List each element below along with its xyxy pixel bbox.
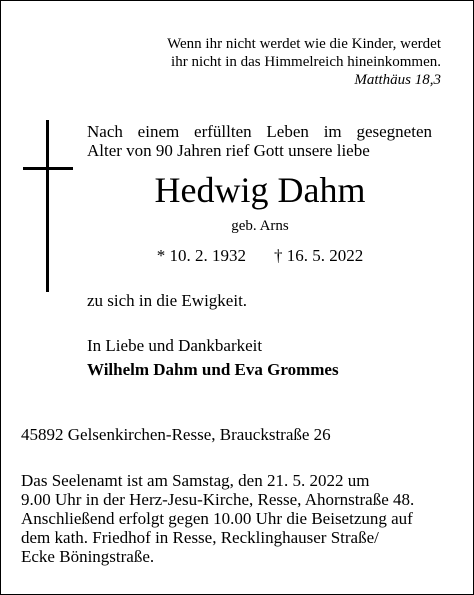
- death-date: † 16. 5. 2022: [274, 246, 364, 265]
- service-line-1: Das Seelenamt ist am Samstag, den 21. 5. 2022 um: [21, 471, 370, 490]
- service-line-3: Anschließend erfolgt gegen 10.00 Uhr die Beisetzung auf: [21, 509, 413, 528]
- quote-line-2: ihr nicht in das Himmelreich hineinkommen.: [171, 54, 441, 70]
- intro-line-2: Alter von 90 Jahren rief Gott unsere liebe: [87, 141, 370, 160]
- mourners-intro: In Liebe und Dankbarkeit: [87, 336, 263, 355]
- birth-date: * 10. 2. 1932: [156, 246, 246, 265]
- service-line-2: 9.00 Uhr in der Herz-Jesu-Kirche, Resse, Ahornstraße 48.: [21, 490, 415, 509]
- service-info: [21, 471, 461, 566]
- service-line-5: Ecke Böningstraße.: [21, 547, 155, 566]
- cross-vertical-bar: [46, 120, 49, 292]
- family-address: 45892 Gelsenkirchen-Resse, Brauckstraße 26: [21, 425, 331, 444]
- quote-source: Matthäus 18,3: [354, 72, 441, 88]
- cross-horizontal-bar: [23, 167, 73, 170]
- intro-line-1: Nach einem erfüllten Leben im gesegneten: [87, 122, 432, 141]
- intro-text: [87, 122, 432, 160]
- bible-quote: [41, 35, 441, 89]
- life-dates: [87, 246, 433, 266]
- closing-line: zu sich in die Ewigkeit.: [87, 291, 248, 310]
- maiden-name: geb. Arns: [231, 218, 289, 234]
- quote-line-1: Wenn ihr nicht werdet wie die Kinder, werdet: [167, 36, 441, 52]
- deceased-name: Hedwig Dahm: [154, 170, 366, 210]
- mourners-names: Wilhelm Dahm und Eva Grommes: [87, 360, 339, 379]
- service-line-4: dem kath. Friedhof in Resse, Recklinghauser Straße/: [21, 528, 379, 547]
